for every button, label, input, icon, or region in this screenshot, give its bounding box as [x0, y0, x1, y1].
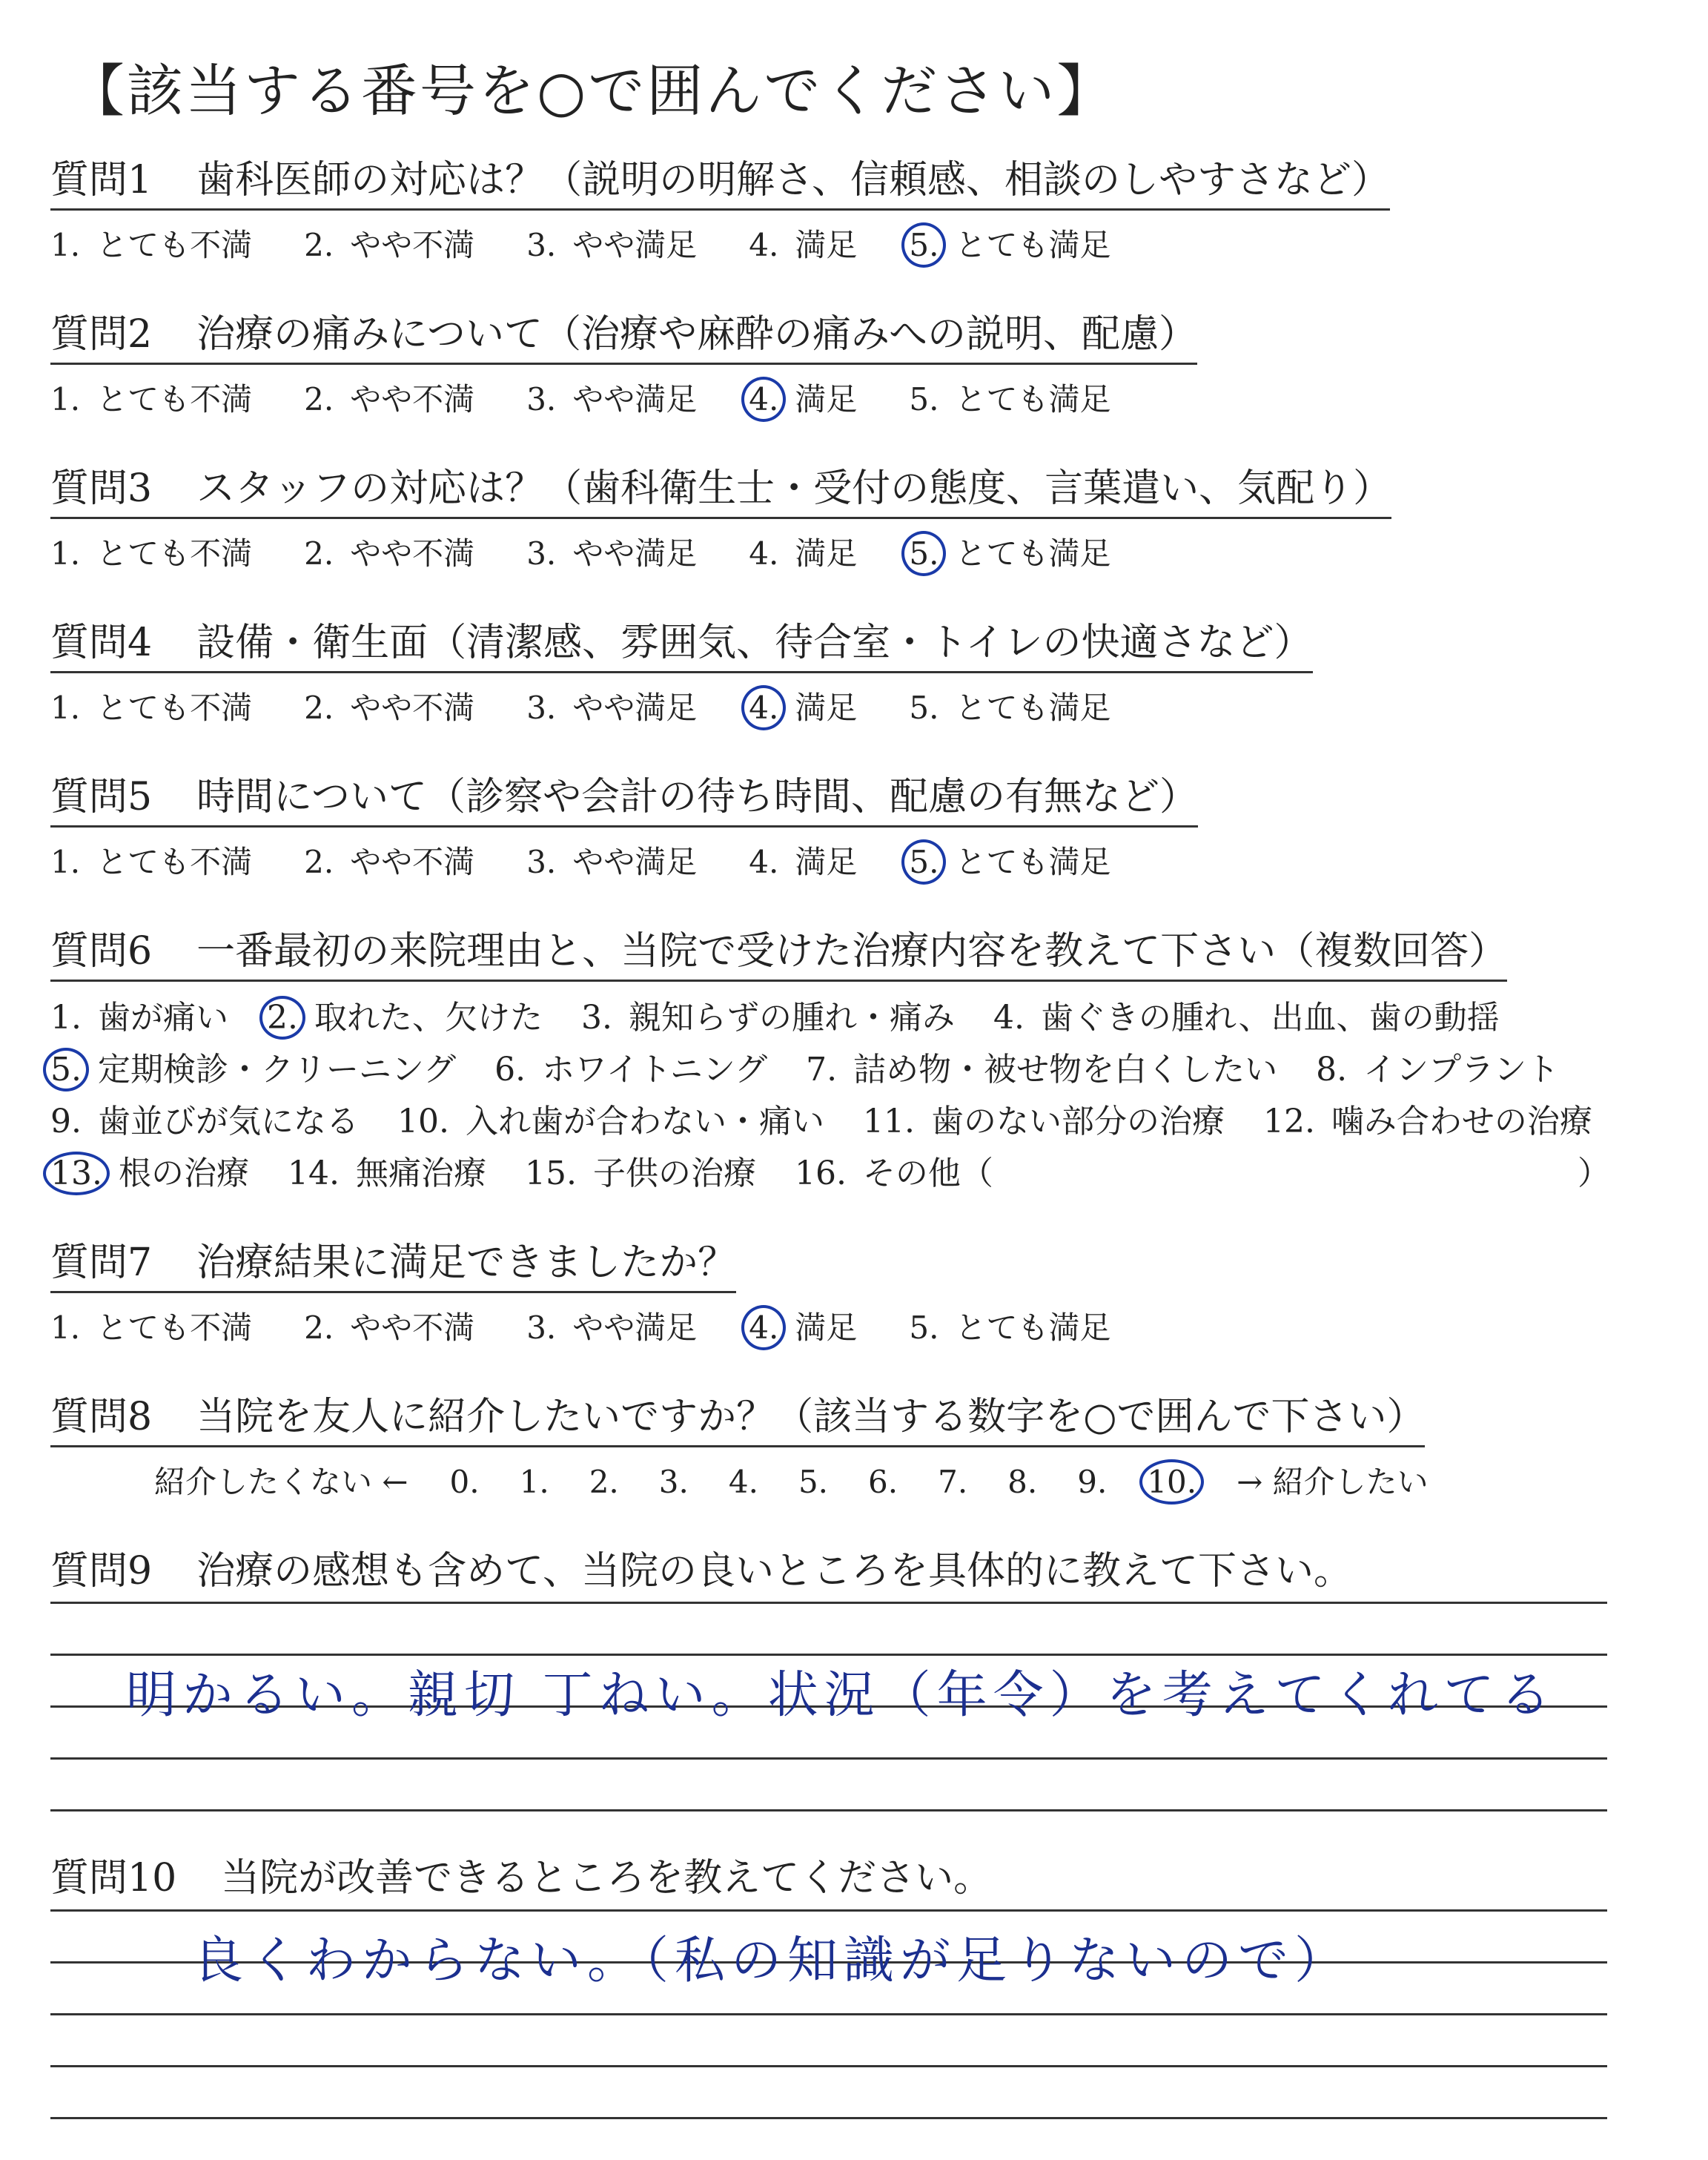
answer-option[interactable]	[1316, 1044, 1559, 1096]
option-label: とても不満	[96, 227, 253, 263]
question-number: 質問8	[50, 1395, 153, 1439]
scale-right-label: → 紹介したい	[1237, 1464, 1429, 1500]
option-number: 1.	[50, 999, 82, 1037]
selected-circle	[741, 685, 786, 730]
answer-option[interactable]	[288, 1148, 486, 1200]
answer-option[interactable]	[909, 684, 1110, 728]
option-number: 1.	[50, 381, 81, 417]
question-number: 質問2	[50, 312, 153, 357]
option-number: 1.	[50, 690, 81, 726]
option-number: 2.	[267, 999, 298, 1037]
option-label: インプラント	[1363, 1051, 1560, 1089]
question-number: 質問3	[50, 466, 153, 511]
option-number: 7.	[806, 1051, 838, 1089]
option-number: 5.	[909, 381, 939, 417]
option-label: 詰め物・被せ物を白くしたい	[853, 1051, 1278, 1089]
scale-point[interactable]: 1.	[519, 1464, 549, 1500]
option-number: 4.	[749, 690, 778, 726]
option-label: とても不満	[96, 844, 253, 880]
option-number: 4.	[749, 227, 779, 263]
option-number: 8.	[1316, 1051, 1348, 1089]
selected-circle	[901, 531, 946, 576]
option-number: 11.	[862, 1103, 915, 1140]
question-6	[50, 919, 1631, 1200]
scale-point[interactable]: 2.	[589, 1464, 619, 1500]
answer-option[interactable]	[795, 1148, 993, 1200]
option-number: 4.	[749, 844, 779, 880]
answer-option[interactable]	[304, 529, 474, 574]
answer-option[interactable]	[909, 838, 1110, 882]
question-text: 治療結果に満足できましたか？	[196, 1241, 737, 1285]
option-label: とても満足	[955, 844, 1111, 880]
scale-point[interactable]: 10.	[1147, 1464, 1196, 1500]
option-label: その他（	[862, 1155, 993, 1192]
answer-line	[50, 1757, 1607, 1760]
option-number: 10.	[397, 1103, 449, 1140]
answer-option[interactable]	[50, 1304, 252, 1348]
scale-point[interactable]: 9.	[1077, 1464, 1108, 1500]
scale-point[interactable]: 6.	[868, 1464, 898, 1500]
option-label: 歯並びが気になる	[97, 1103, 359, 1140]
option-label: 親知らずの腫れ・痛み	[628, 999, 955, 1037]
answer-option[interactable]	[50, 529, 252, 574]
option-label: 満足	[795, 535, 858, 572]
option-label: 定期検診・クリーニング	[97, 1051, 457, 1089]
selected-circle	[1139, 1459, 1204, 1505]
option-number: 3.	[526, 381, 557, 417]
option-number: 1.	[50, 844, 81, 880]
question-heading	[50, 765, 1198, 828]
selected-circle	[901, 222, 946, 268]
option-label: やや不満	[350, 227, 475, 263]
option-number: 1.	[50, 1309, 81, 1346]
answer-line	[50, 2013, 1607, 2015]
handwritten-answer-q9: 明かるい。親切 丁ねい。状況（年令）を考えてくれてる	[126, 1666, 1557, 1725]
answer-option[interactable]	[50, 1044, 456, 1096]
option-label: やや不満	[350, 844, 475, 880]
question-number: 質問6	[50, 929, 153, 974]
option-row	[50, 1044, 1631, 1096]
answer-options	[50, 1304, 1162, 1348]
option-number: 3.	[526, 690, 557, 726]
option-number: 9.	[50, 1103, 82, 1140]
answer-option[interactable]	[749, 838, 857, 882]
selected-circle	[259, 996, 305, 1040]
answer-option[interactable]	[749, 221, 857, 265]
option-number: 6.	[494, 1051, 526, 1089]
question-3	[50, 457, 1391, 574]
question-5	[50, 765, 1198, 882]
answer-option[interactable]	[494, 1044, 767, 1096]
answer-option[interactable]	[526, 1304, 697, 1348]
question-heading	[50, 1539, 1352, 1595]
option-number: 16.	[794, 1155, 847, 1192]
answer-line	[50, 1909, 1607, 1912]
answer-option[interactable]	[525, 1148, 756, 1200]
question-7	[50, 1231, 1162, 1348]
scale-point[interactable]: 4.	[728, 1464, 758, 1500]
answer-option[interactable]	[304, 684, 474, 728]
answer-option[interactable]	[50, 684, 252, 728]
question-heading	[50, 303, 1197, 365]
answer-option[interactable]	[749, 529, 857, 574]
answer-option[interactable]	[909, 375, 1110, 420]
question-4	[50, 611, 1313, 728]
answer-option[interactable]	[304, 221, 474, 265]
question-text: 設備・衛生面（清潔感、雰囲気、待合室・トイレの快適さなど）	[196, 621, 1313, 665]
answer-option[interactable]	[397, 1096, 824, 1148]
question-number: 質問7	[50, 1241, 153, 1285]
option-label: やや不満	[350, 535, 475, 572]
option-number: 3.	[526, 535, 557, 572]
answer-option[interactable]	[806, 1044, 1277, 1096]
option-label: やや満足	[572, 1309, 698, 1346]
answer-option[interactable]	[581, 992, 955, 1044]
question-text: スタッフの対応は？（歯科衛生士・受付の態度、言葉遣い、気配り）	[196, 466, 1392, 511]
question-8	[50, 1385, 1429, 1502]
answer-option[interactable]	[304, 1304, 474, 1348]
option-label: とても不満	[96, 381, 253, 417]
question-heading	[50, 1846, 992, 1902]
option-number: 2.	[304, 844, 334, 880]
option-label: やや不満	[350, 690, 475, 726]
option-number: 4.	[749, 381, 778, 417]
option-number: 13.	[50, 1155, 102, 1192]
option-label: 満足	[795, 844, 858, 880]
answer-option[interactable]	[749, 684, 857, 728]
option-label: とても不満	[96, 690, 253, 726]
option-label: 根の治療	[118, 1155, 249, 1192]
option-label: 子供の治療	[592, 1155, 756, 1192]
option-label: 歯ぐきの腫れ、出血、歯の動揺	[1040, 999, 1500, 1037]
answer-option[interactable]	[304, 375, 474, 420]
other-close-paren: ）	[1578, 1155, 1610, 1192]
answer-options	[50, 529, 1391, 574]
question-text: 当院を友人に紹介したいですか？（該当する数字を○で囲んで下さい）	[196, 1395, 1426, 1439]
option-number: 12.	[1262, 1103, 1315, 1140]
multi-answer-options	[50, 992, 1631, 1200]
option-label: 入れ歯が合わない・痛い	[465, 1103, 824, 1140]
question-1	[50, 148, 1390, 265]
answer-line	[50, 2065, 1607, 2067]
option-label: とても満足	[955, 535, 1111, 572]
selected-circle	[741, 377, 786, 422]
answer-options	[50, 838, 1198, 882]
answer-option[interactable]	[526, 529, 697, 574]
option-label: とても満足	[955, 690, 1111, 726]
answer-option[interactable]	[526, 838, 697, 882]
question-number: 質問10	[50, 1856, 177, 1900]
option-label: 満足	[795, 1309, 858, 1346]
scale-point[interactable]: 5.	[798, 1464, 829, 1500]
option-label: 満足	[795, 227, 858, 263]
scale-point[interactable]: 0.	[449, 1464, 480, 1500]
answer-option[interactable]	[863, 1096, 1225, 1148]
selected-circle	[43, 1152, 110, 1195]
answer-option[interactable]	[526, 221, 697, 265]
question-heading	[50, 148, 1390, 211]
option-label: とても不満	[96, 535, 253, 572]
question-text: 一番最初の来院理由と、当院で受けた治療内容を教えて下さい（複数回答）	[196, 929, 1508, 974]
question-2	[50, 303, 1197, 420]
answer-options	[50, 375, 1197, 420]
answer-option[interactable]	[909, 1304, 1110, 1348]
question-heading	[50, 1231, 736, 1293]
question-heading	[50, 611, 1313, 673]
option-number: 2.	[304, 535, 334, 572]
answer-option[interactable]	[50, 221, 252, 265]
option-label: やや満足	[572, 844, 698, 880]
answer-option[interactable]	[50, 838, 252, 882]
selected-circle	[901, 839, 946, 885]
option-label: 取れた、欠けた	[314, 999, 543, 1037]
question-number: 質問1	[50, 158, 153, 202]
option-number: 4.	[993, 999, 1025, 1037]
option-number: 15.	[524, 1155, 577, 1192]
option-label: やや満足	[572, 227, 698, 263]
question-number: 質問9	[50, 1549, 153, 1593]
option-label: 歯が痛い	[97, 999, 228, 1037]
option-number: 4.	[749, 535, 779, 572]
option-label: やや満足	[572, 690, 698, 726]
answer-line	[50, 1809, 1607, 1811]
scale-point[interactable]: 8.	[1007, 1464, 1038, 1500]
answer-line	[50, 1602, 1607, 1604]
option-label: やや満足	[572, 381, 698, 417]
recommend-scale	[50, 1458, 1429, 1502]
option-number: 14.	[287, 1155, 340, 1192]
option-number: 3.	[580, 999, 612, 1037]
option-number: 5.	[909, 227, 939, 263]
answer-options	[50, 221, 1390, 265]
option-label: とても満足	[955, 381, 1111, 417]
question-text: 治療の感想も含めて、当院の良いところを具体的に教えて下さい。	[196, 1549, 1353, 1593]
answer-option[interactable]	[50, 1096, 359, 1148]
option-row	[50, 1096, 1631, 1148]
option-label: とても満足	[955, 1309, 1111, 1346]
question-heading	[50, 919, 1507, 982]
option-number: 2.	[304, 381, 334, 417]
answer-option[interactable]	[267, 992, 543, 1044]
option-number: 5.	[909, 690, 939, 726]
answer-option[interactable]	[526, 375, 697, 420]
option-label: 満足	[795, 381, 858, 417]
question-number: 質問4	[50, 621, 153, 665]
scale-left-label: 紹介したくない ←	[154, 1464, 408, 1500]
option-label: 歯のない部分の治療	[930, 1103, 1225, 1140]
question-number: 質問5	[50, 775, 153, 819]
question-heading	[50, 457, 1391, 519]
option-label: 無痛治療	[355, 1155, 486, 1192]
option-label: 噛み合わせの治療	[1331, 1103, 1592, 1140]
option-number: 3.	[526, 227, 557, 263]
question-10	[50, 1846, 992, 1902]
question-text: 当院が改善できるところを教えてください。	[221, 1856, 993, 1900]
option-label: ホワイトニング	[542, 1051, 768, 1089]
option-number: 2.	[304, 690, 334, 726]
selected-circle	[741, 1305, 786, 1350]
page-title: 【該当する番号を○で囲んでください】	[68, 58, 1116, 124]
option-number: 5.	[909, 1309, 939, 1346]
option-number: 2.	[304, 1309, 334, 1346]
scale-point[interactable]: 3.	[658, 1464, 689, 1500]
answer-line	[50, 2117, 1607, 2119]
option-number: 5.	[909, 844, 939, 880]
answer-option[interactable]	[1263, 1096, 1592, 1148]
answer-option[interactable]	[50, 1148, 249, 1200]
question-heading	[50, 1385, 1425, 1447]
option-number: 5.	[909, 535, 939, 572]
answer-option[interactable]	[909, 221, 1110, 265]
answer-option[interactable]	[526, 684, 697, 728]
answer-option[interactable]	[749, 1304, 857, 1348]
answer-option[interactable]	[50, 992, 228, 1044]
selected-circle	[43, 1048, 89, 1091]
option-number: 1.	[50, 227, 81, 263]
answer-option[interactable]	[909, 529, 1110, 574]
option-number: 2.	[304, 227, 334, 263]
option-row	[50, 992, 1631, 1044]
option-row	[50, 1148, 1631, 1200]
option-label: やや不満	[350, 381, 475, 417]
question-text: 治療の痛みについて（治療や麻酔の痛みへの説明、配慮）	[196, 312, 1198, 357]
option-label: 満足	[795, 690, 858, 726]
option-number: 5.	[50, 1051, 82, 1089]
scale-point[interactable]: 7.	[938, 1464, 968, 1500]
option-label: やや満足	[572, 535, 698, 572]
option-number: 4.	[749, 1309, 778, 1346]
answer-options	[50, 684, 1313, 728]
option-number: 3.	[526, 844, 557, 880]
answer-option[interactable]	[749, 375, 857, 420]
option-label: とても満足	[955, 227, 1111, 263]
answer-option[interactable]	[304, 838, 474, 882]
option-number: 3.	[526, 1309, 557, 1346]
question-text: 歯科医師の対応は？（説明の明解さ、信頼感、相談のしやすさなど）	[196, 158, 1391, 202]
option-label: とても不満	[96, 1309, 253, 1346]
option-label: やや不満	[350, 1309, 475, 1346]
handwritten-answer-q10: 良くわからない。（私の知識が足りないので）	[193, 1932, 1351, 1990]
answer-option[interactable]	[50, 375, 252, 420]
question-9	[50, 1539, 1352, 1595]
question-text: 時間について（診察や会計の待ち時間、配慮の有無など）	[196, 775, 1199, 819]
answer-option[interactable]	[993, 992, 1500, 1044]
option-number: 1.	[50, 535, 81, 572]
